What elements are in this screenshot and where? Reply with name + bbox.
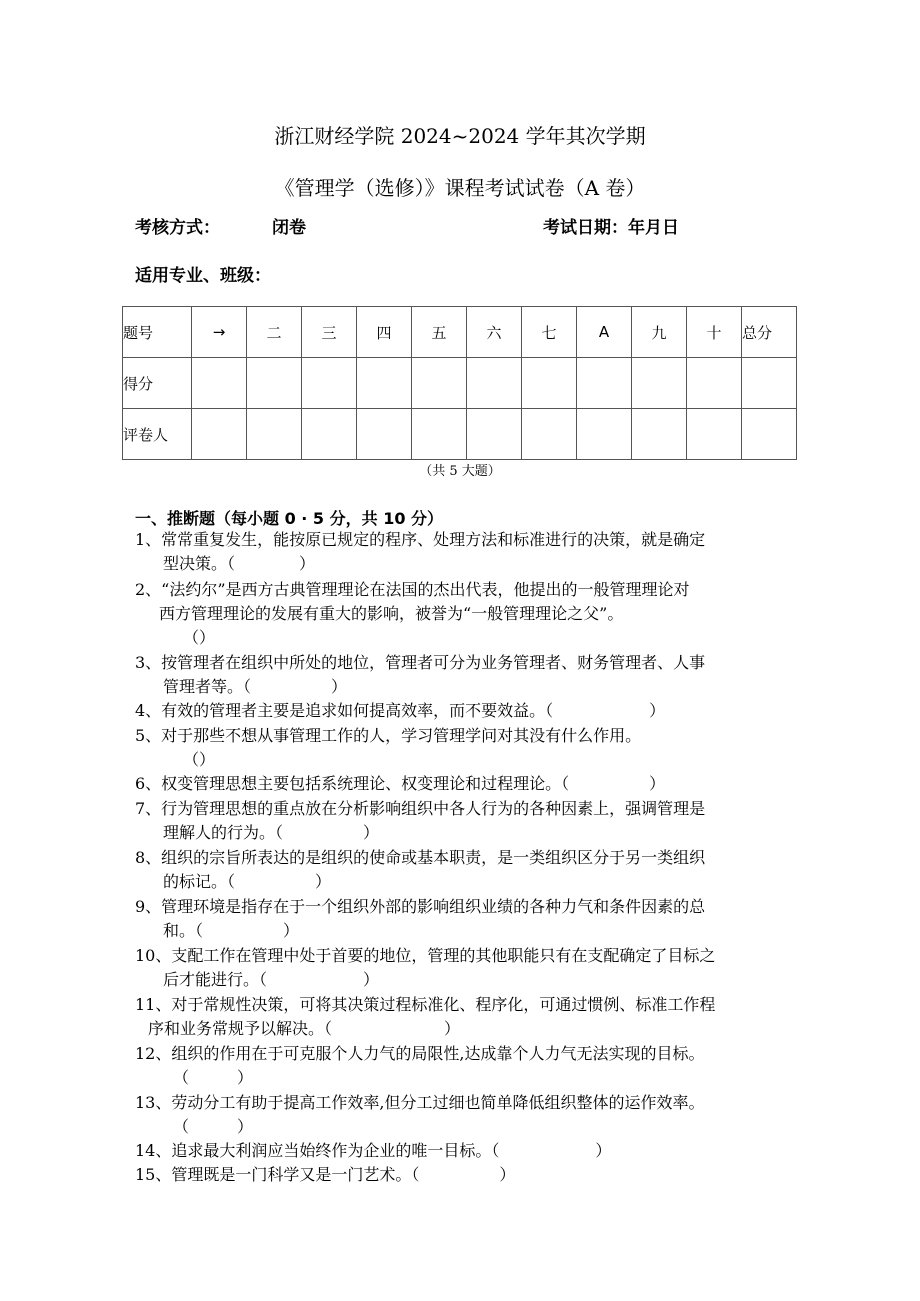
question-line: 4、有效的管理者主要是追求如何提高效率，而不要效益。（ ）: [135, 701, 666, 720]
question-line: （ ）: [173, 1068, 254, 1087]
major-class-label: 适用专业、班级：: [135, 266, 271, 286]
row-label-grader: 评卷人: [123, 409, 192, 460]
col-header: 三: [302, 307, 357, 358]
col-header: 十: [687, 307, 742, 358]
grader-cell: [577, 409, 632, 460]
col-header: 九: [632, 307, 687, 358]
question-line: 5、对于那些不想从事管理工作的人，学习管理学问对其没有什么作用。: [135, 726, 642, 745]
score-table: [122, 306, 797, 460]
question-line: 型决策。（ ）: [163, 554, 316, 573]
grader-cell: [412, 409, 467, 460]
question-line: 15、管理既是一门科学又是一门艺术。（ ）: [135, 1165, 516, 1184]
question-line: 7、行为管理思想的重点放在分析影响组织中各人行为的各种因素上，强调管理是: [135, 799, 706, 818]
grader-cell: [357, 409, 412, 460]
question-line: 序和业务常规予以解决。（ ）: [148, 1019, 461, 1038]
question-line: 和。（ ）: [163, 921, 300, 940]
exam-subtitle: 《管理学（选修）》课程考试试卷（A 卷）: [274, 176, 646, 200]
score-cell: [742, 358, 797, 409]
grader-cell: [302, 409, 357, 460]
exam-method-label: 考核方式：: [135, 218, 220, 238]
table-row: [123, 358, 797, 409]
exam-title: 浙江财经学院 2024~2024 学年其次学期: [274, 124, 646, 148]
col-header: A: [577, 307, 632, 358]
score-cell: [577, 358, 632, 409]
exam-date-label: 考试日期：年月日: [543, 218, 679, 238]
score-cell: [302, 358, 357, 409]
grader-cell: [522, 409, 577, 460]
question-line: 9、管理环境是指存在于一个组织外部的影响组织业绩的各种力气和条件因素的总: [135, 897, 706, 916]
question-line: 12、组织的作用在于可克服个人力气的局限性,达成靠个人力气无法实现的目标。: [135, 1044, 705, 1063]
question-line: （ ）: [173, 1117, 254, 1136]
question-line: 的标记。（ ）: [163, 872, 332, 891]
score-cell: [412, 358, 467, 409]
score-cell: [687, 358, 742, 409]
score-cell: [357, 358, 412, 409]
section-title: 一、推断题（每小题 0 · 5 分，共 10 分）: [135, 509, 444, 528]
question-line: 14、追求最大利润应当始终作为企业的唯一目标。（ ）: [135, 1141, 612, 1160]
grader-cell: [467, 409, 522, 460]
col-header: 七: [522, 307, 577, 358]
question-count-note: （共 5 大题）: [419, 464, 501, 479]
row-label-score: 得分: [123, 358, 192, 409]
score-cell: [192, 358, 247, 409]
question-line: （）: [183, 628, 216, 647]
row-label-question: 题号: [123, 307, 192, 358]
score-cell: [467, 358, 522, 409]
question-line: 11、对于常规性决策，可将其决策过程标准化、程序化，可通过惯例、标准工作程: [135, 995, 716, 1014]
question-line: 8、组织的宗旨所表达的是组织的使命或基本职责，是一类组织区分于另一类组织: [135, 848, 706, 867]
score-cell: [632, 358, 687, 409]
col-header: →: [192, 307, 247, 358]
grader-cell: [247, 409, 302, 460]
col-header: 四: [357, 307, 412, 358]
table-row: [123, 307, 797, 358]
question-line: 13、劳动分工有助于提高工作效率,但分工过细也简单降低组织整体的运作效率。: [135, 1093, 705, 1112]
question-line: 后才能进行。（ ）: [163, 970, 380, 989]
score-cell: [522, 358, 577, 409]
exam-method-value: 闭卷: [272, 218, 306, 238]
question-line: 1、常常重复发生，能按原已规定的程序、处理方法和标准进行的决策，就是确定: [135, 530, 706, 549]
col-header: 六: [467, 307, 522, 358]
score-cell: [247, 358, 302, 409]
question-line: 3、按管理者在组织中所处的地位，管理者可分为业务管理者、财务管理者、人事: [135, 653, 706, 672]
grader-cell: [687, 409, 742, 460]
question-line: 6、权变管理思想主要包括系统理论、权变理论和过程理论。（ ）: [135, 774, 666, 793]
question-line: 2、“法约尔”是西方古典管理理论在法国的杰出代表，他提出的一般管理理论对: [135, 580, 690, 599]
question-line: 理解人的行为。（ ）: [163, 823, 380, 842]
question-line: 10、支配工作在管理中处于首要的地位，管理的其他职能只有在支配确定了目标之: [135, 946, 716, 965]
col-header: 五: [412, 307, 467, 358]
col-header: 二: [247, 307, 302, 358]
question-line: 管理者等。（ ）: [163, 677, 348, 696]
table-row: [123, 409, 797, 460]
grader-cell: [192, 409, 247, 460]
grader-cell: [632, 409, 687, 460]
question-line: 西方管理理论的发展有重大的影响，被誉为“一般管理理论之父”。: [159, 604, 624, 623]
col-header-total: 总分: [742, 307, 797, 358]
grader-cell: [742, 409, 797, 460]
question-line: （）: [183, 750, 216, 769]
